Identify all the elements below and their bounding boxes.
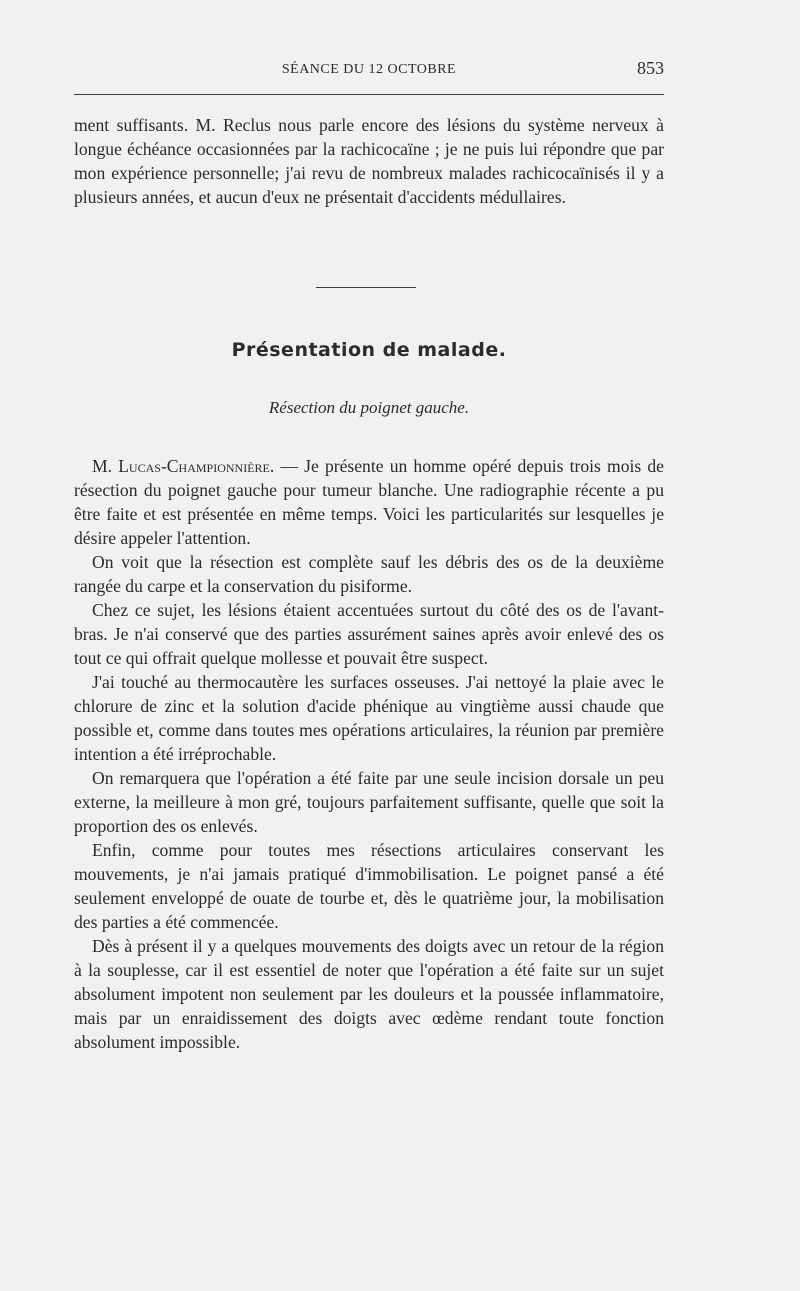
article-paragraph-6: Enfin, comme pour toutes mes résections articulaires conservant les mouvements, je n'ai jamais pratiqué d'immobilisation. Le poignet pansé a été seulement enveloppé de ouate de tourbe et, dès le quatrième jour, la mobilisation des parties a été commencée. bbox=[74, 840, 664, 932]
running-title: SÉANCE DU 12 OCTOBRE bbox=[281, 62, 457, 77]
section-subtitle: Résection du poignet gauche. bbox=[268, 398, 470, 417]
section-title: Présentation de malade. bbox=[231, 339, 507, 361]
running-head bbox=[74, 58, 664, 84]
section-separator-rule bbox=[316, 287, 416, 288]
page-number: 853 bbox=[637, 58, 664, 78]
article-paragraph-7: Dès à présent il y a quelques mouvements des doigts avec un retour de la région à la souplesse, car il est essentiel de noter que l'opération a été faite sur un sujet absolument impotent non seulement par les douleurs et la poussée inflammatoire, mais par un enraidissement des doigts avec œdème rendant toute fonction absolument impossible. bbox=[74, 936, 664, 1052]
header-rule bbox=[74, 94, 664, 95]
article-paragraph-5: On remarquera que l'opération a été faite par une seule incision dorsale un peu externe, la meilleure à mon gré, toujours parfaitement suffisante, quelle que soit la proportion des os enlevés. bbox=[74, 768, 664, 836]
article-paragraph-2: On voit que la résection est complète sauf les débris des os de la deuxième rangée du carpe et la conservation du pisiforme. bbox=[74, 552, 664, 596]
article-paragraph-1 bbox=[74, 454, 664, 550]
speaker-name: Lucas-Championnière. bbox=[118, 456, 275, 476]
intro-paragraph: ment suffisants. M. Reclus nous parle encore des lésions du système nerveux à longue échéance occasionnées par la rachicocaïne ; je ne puis lui répondre que par mon expérience personnelle; j'ai revu de nombreux malades rachicocaïnisés il y a plusieurs années, et aucun d'eux ne présentait d'accidents médullaires. bbox=[74, 115, 664, 207]
continued-text bbox=[74, 113, 664, 209]
article-paragraph-4: J'ai touché au thermocautère les surfaces osseuses. J'ai nettoyé la plaie avec le chlorure de zinc et la solution d'acide phénique au vingtième aussi chaude que possible et, comme dans toutes mes opérations articulaires, la réunion par première intention a été irréprochable. bbox=[74, 672, 664, 764]
paragraph-1-text: — Je présente un homme opéré depuis trois mois de résection du poignet gauche pour tumeur blanche. Une radiographie récente a pu être faite et est présentée en même temps. Voici les particularités sur lesquelles je désire appeler l'attention. bbox=[74, 456, 664, 548]
speaker-prefix: M. bbox=[92, 456, 113, 476]
article-body bbox=[74, 454, 664, 1054]
article-paragraph-3: Chez ce sujet, les lésions étaient accentuées surtout du côté des os de l'avant-bras. Je n'ai conservé que des parties assurément saines après avoir enlevé des os tout ce qui offrait quelque mollesse et pouvait être suspect. bbox=[74, 600, 664, 668]
